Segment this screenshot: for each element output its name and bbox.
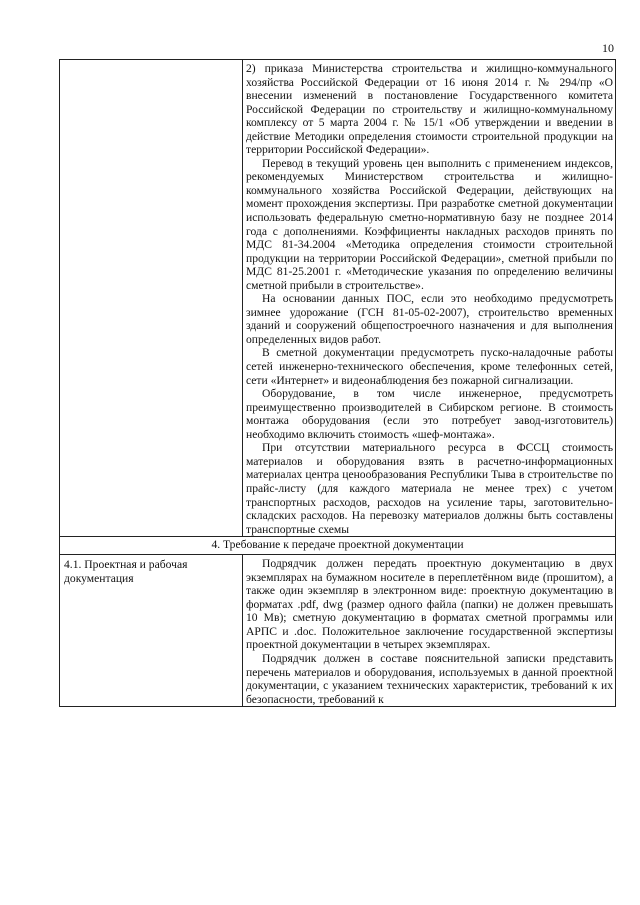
section-heading: 4. Требование к передаче проектной документации xyxy=(211,538,464,552)
paragraph: Подрядчик должен в составе пояснительной записки представить перечень материалов и оборудования, используемых в данной проектной документации, с указанием технических характеристик, требований к их безопасности, требований к xyxy=(246,651,613,706)
table-row xyxy=(60,60,615,536)
requirements-table xyxy=(59,59,616,707)
paragraph: При отсутствии материального ресурса в ФССЦ стоимость материалов и оборудования взять в расчетно-информационных материалах центра ценообразования Республики Тыва в строительстве по прайс-листу (для каждого материала не менее трех) с учетом транспортных расходов, расходов на усиление тары, заготовительно-складских расходов. На перевозку материалов должны быть составлены транспортные схемы xyxy=(246,441,613,536)
page-number: 10 xyxy=(602,41,614,55)
row-label xyxy=(60,60,243,536)
paragraph: В сметной документации предусмотреть пуско-наладочные работы сетей инженерно-технического обеспечения, кроме телефонных сетей, сети «Интернет» и видеонаблюдения без пожарной сигнализации. xyxy=(246,346,613,387)
row-label: 4.1. Проектная и рабочая документация xyxy=(60,555,243,706)
paragraph: Оборудование, в том числе инженерное, предусмотреть преимущественно производителей в Сибирском регионе. В стоимость монтажа оборудования (если это потребует завод-изготовитель) необходимо включить стоимость «шеф-монтажа». xyxy=(246,387,613,441)
paragraph: На основании данных ПОС, если это необходимо предусмотреть зимнее удорожание (ГСН 81-05-02-2007), строительство временных зданий и сооружений общепостроечного назначения и для выполнения определенных видов работ. xyxy=(246,292,613,346)
paragraph: Перевод в текущий уровень цен выполнить с применением индексов, рекомендуемых Министерством строительства и жилищно-коммунального хозяйства Российской Федерации, действующих на момент прохождения экспертизы. При разработке сметной документации использовать федеральную сметно-нормативную базу не позднее 2014 года с дополнениями. Коэффициенты накладных расходов принять по МДС 81-34.2004 «Методика определения стоимости строительной продукции на территории Российской Федерации», сметной прибыли по МДС 81-25.2001 г. «Методические указания по определению величины сметной прибыли в строительстве». xyxy=(246,156,613,292)
paragraph: Подрядчик должен передать проектную документацию в двух экземплярах на бумажном носителе в переплетённом виде (прошитом), а также один экземпляр в электронном виде: проектную документацию в форматах .pdf, dwg (размер одного файла (папки) не должен превышать 10 Мв); сметную документацию в форматах сметной программы или АРПС и .doc. Положительное заключение государственной экспертизы проектной документации в четырех экземплярах. xyxy=(246,557,613,652)
row-content xyxy=(243,60,615,536)
row-content xyxy=(243,555,615,706)
table-row xyxy=(60,536,615,554)
table-row xyxy=(60,554,615,706)
paragraph: 2) приказа Министерства строительства и жилищно-коммунального хозяйства Российской Федерации от 16 июня 2014 г. № 294/пр «О внесении изменений в постановление Государственного комитета Российской Федерации по строительству и жилищно-коммунальному комплексу от 5 марта 2004 г. № 15/1 «Об утверждении и введении в действие Методики определения стоимости строительной продукции на территории Российской Федерации». xyxy=(246,62,613,157)
